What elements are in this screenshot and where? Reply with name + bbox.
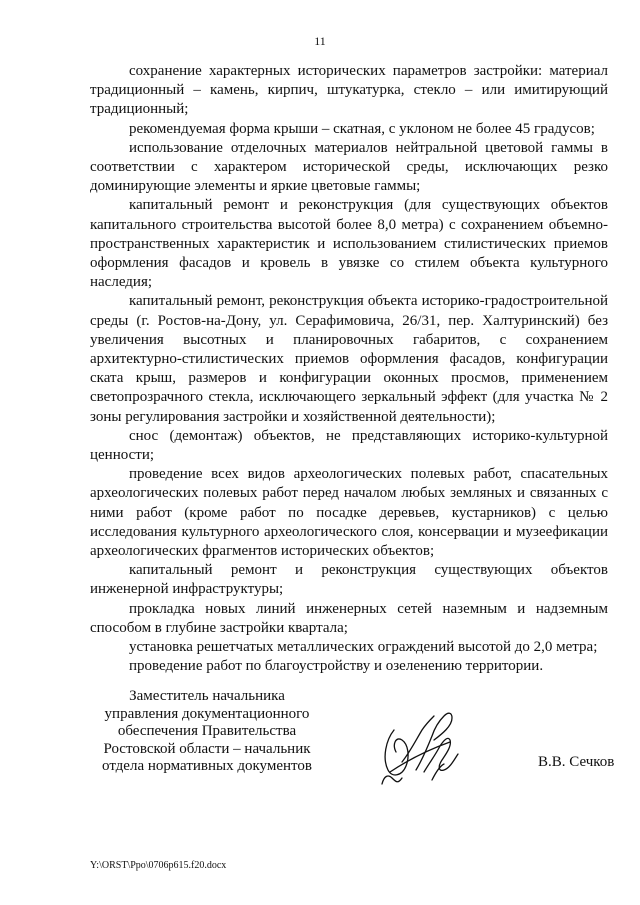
list-item: проведение работ по благоустройству и озеленению территории. (129, 658, 544, 675)
body-text (90, 62, 608, 677)
signatory-name: В.В. Сечков (538, 754, 615, 770)
list-item: снос (демонтаж) объектов, не представляющих историко-культурной ценности; (90, 427, 608, 464)
signatory-title-line: Заместитель начальника (129, 688, 285, 704)
page-number: 11 (314, 34, 326, 48)
list-item: прокладка новых линий инженерных сетей наземным и надземным способом в глубине застройки квартала; (90, 600, 608, 636)
list-item: капитальный ремонт и реконструкция (для существующих объектов капитального строительства высотой более 8,0 метра) с сохранением объемно-пространственных характеристик и использованием стилистических приемов оформления фасадов и кровель в увязке со стилем объекта культурного наследия; (90, 197, 608, 291)
signatory-title-line: обеспечения Правительства (117, 723, 297, 740)
list-item: проведение всех видов археологических полевых работ, спасательных археологических полевых работ перед началом любых земляных и связанных с ними работ (кроме работ по посадке деревьев, кустарников) с целью исследования культурного археологического слоя, консервации и музеефикации археологических фрагментов исторических объектов; (90, 466, 608, 560)
list-item: сохранение характерных исторических параметров застройки: материал традиционный – камень, кирпич, штукатурка, стекло – или имитирующий традиционный; (90, 63, 608, 118)
list-item: использование отделочных материалов нейтральной цветовой гаммы в соответствии с характером исторической среды, исключающих резко доминирующие элементы и яркие цветовые гаммы; (90, 139, 608, 195)
list-item: капитальный ремонт и реконструкция существующих объектов инженерной инфраструктуры; (90, 562, 608, 598)
signatory-title-line: управления документационного (104, 705, 310, 722)
handwritten-signature (372, 700, 477, 800)
signatory-title-line: отдела нормативных документов (102, 758, 312, 775)
signatory-title-line: Ростовской области – начальник (103, 740, 311, 757)
list-item: капитальный ремонт, реконструкция объекта историко-градостроительной среды (г. Ростов-на-Дону, ул. Серафимовича, 26/31, пер. Халтуринский) без увеличения высотных и планировочных габаритов, с сохранением архитектурно-стилистических приемов оформления фасадов, конфигурации ската крыш, размеров и конфигурации оконных просмов, применением светопрозрачного стекла, исключающего зеркальный эффект (для участка № 2 зоны регулирования застройки и хозяйственной деятельности); (90, 293, 608, 425)
list-item: установка решетчатых металлических ограждений высотой до 2,0 метра; (129, 639, 598, 656)
list-item: рекомендуемая форма крыши – скатная, с уклоном не более 45 градусов; (129, 120, 595, 137)
file-path: Y:\ORST\Ppo\0706p615.f20.docx (90, 860, 227, 871)
signatory-title-block (92, 688, 322, 776)
